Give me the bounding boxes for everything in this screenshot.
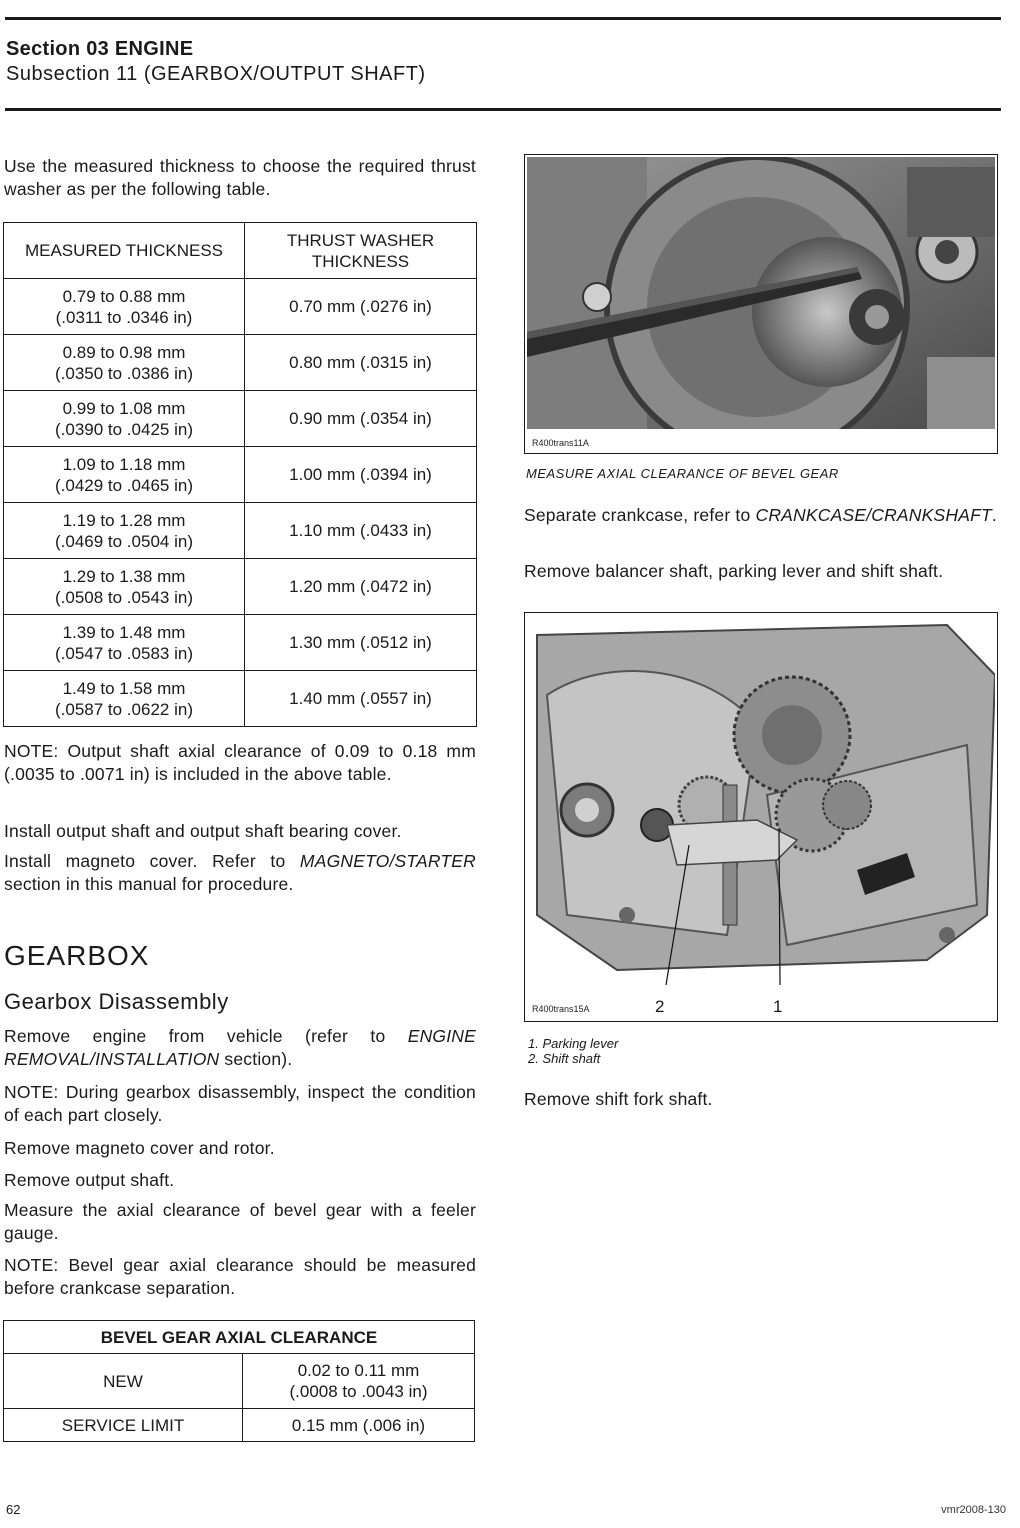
measured-mm: 0.89 to 0.98 mm: [62, 342, 186, 362]
magneto-starter-link[interactable]: MAGNETO/STARTER: [299, 851, 476, 871]
washer-thickness-cell: 1.30 mm (.0512 in): [245, 615, 477, 671]
section-title: Section 03 ENGINE: [6, 38, 194, 60]
table-row: [4, 335, 477, 391]
install-output-shaft: Install output shaft and output shaft bearing cover.: [4, 821, 402, 841]
install-magneto-cover: [4, 850, 476, 896]
header-rule: [5, 108, 1001, 111]
measured-thickness-cell: [4, 335, 245, 391]
table-row: [4, 559, 477, 615]
measured-thickness-cell: [4, 279, 245, 335]
measured-thickness-cell: [4, 503, 245, 559]
photo-bevel-gear-measurement: [527, 157, 995, 429]
remove-engine-text: Remove engine from vehicle (refer to: [4, 1026, 408, 1046]
measured-in: (.0469 to .0504 in): [55, 531, 193, 551]
bevel-value-service-limit: 0.15 mm (.006 in): [243, 1409, 475, 1442]
measured-thickness-cell: [4, 615, 245, 671]
table-header-row: [4, 223, 477, 279]
separate-crankcase: [524, 504, 1000, 527]
measured-mm: 1.19 to 1.28 mm: [62, 510, 186, 530]
subsection-title: Subsection 11 (GEARBOX/OUTPUT SHAFT): [6, 63, 426, 85]
photo-gearbox-frame: [524, 612, 998, 1022]
legend-shift-shaft: 2. Shift shaft: [528, 1051, 601, 1066]
document-code: vmr2008-130: [941, 1504, 1006, 1516]
heading-gearbox-disassembly: Gearbox Disassembly: [4, 989, 229, 1014]
measured-in: (.0508 to .0543 in): [55, 587, 193, 607]
bevel-row-new: [4, 1354, 475, 1409]
bevel-gear-clearance-table: [3, 1320, 475, 1442]
photo2-reference-code: R400trans15A: [532, 1004, 590, 1014]
note-output-shaft: NOTE: Output shaft axial clearance of 0.09 to 0.18 mm (.0035 to .0071 in) is included in the above table.: [4, 741, 476, 784]
table-row: [4, 615, 477, 671]
bevel-table-title-row: [4, 1321, 475, 1354]
measured-mm: 1.09 to 1.18 mm: [62, 454, 186, 474]
measured-in: (.0429 to .0465 in): [55, 475, 193, 495]
measured-mm: 0.99 to 1.08 mm: [62, 398, 186, 418]
bevel-value-new-in: (.0008 to .0043 in): [289, 1382, 428, 1401]
bevel-row-service-limit: [4, 1409, 475, 1442]
remove-engine-text-end: section).: [219, 1049, 293, 1069]
bevel-label-service-limit: SERVICE LIMIT: [4, 1409, 243, 1442]
remove-engine-paragraph: [4, 1025, 476, 1071]
photo2-legend: [528, 1036, 618, 1066]
measured-mm: 1.39 to 1.48 mm: [62, 622, 186, 642]
bevel-value-new-mm: 0.02 to 0.11 mm: [297, 1361, 420, 1380]
measure-axial-clearance: Measure the axial clearance of bevel gear with a feeler gauge.: [4, 1200, 476, 1243]
measured-thickness-cell: [4, 391, 245, 447]
separate-crankcase-end: .: [991, 505, 997, 525]
measured-in: (.0390 to .0425 in): [55, 419, 193, 439]
washer-thickness-cell: 1.00 mm (.0394 in): [245, 447, 477, 503]
install-magneto-text: Install magneto cover. Refer to: [4, 851, 300, 871]
measured-thickness-cell: [4, 447, 245, 503]
bevel-table-title: BEVEL GEAR AXIAL CLEARANCE: [4, 1321, 475, 1354]
measured-mm: 1.29 to 1.38 mm: [62, 566, 186, 586]
install-magneto-text-end: section in this manual for procedure.: [4, 874, 294, 894]
callout-1: 1: [773, 997, 783, 1016]
washer-thickness-cell: 1.10 mm (.0433 in): [245, 503, 477, 559]
callout-2: 2: [655, 997, 665, 1016]
measured-thickness-cell: [4, 559, 245, 615]
engine-removal-link[interactable]: ENGINE REMOVAL/INSTALLATION: [4, 1026, 476, 1069]
bevel-label-new: NEW: [4, 1354, 243, 1409]
photo1-caption: MEASURE AXIAL CLEARANCE OF BEVEL GEAR: [526, 466, 839, 481]
washer-thickness-cell: 0.90 mm (.0354 in): [245, 391, 477, 447]
table-row: [4, 279, 477, 335]
thrust-washer-table: [3, 222, 477, 727]
separate-crankcase-text: Separate crankcase, refer to: [524, 505, 756, 525]
photo1-reference-code: R400trans11A: [532, 438, 589, 448]
measured-in: (.0587 to .0622 in): [55, 699, 193, 719]
measured-in: (.0311 to .0346 in): [55, 307, 193, 327]
table-row: [4, 391, 477, 447]
washer-thickness-cell: 1.40 mm (.0557 in): [245, 671, 477, 727]
header-measured-thickness: MEASURED THICKNESS: [4, 223, 245, 279]
photo-gearbox-crankcase: [527, 615, 995, 985]
top-rule: [5, 17, 1001, 20]
note-inspect-parts: NOTE: During gearbox disassembly, inspect the condition of each part closely.: [4, 1082, 476, 1125]
measured-mm: 0.79 to 0.88 mm: [62, 286, 186, 306]
bevel-value-new: [243, 1354, 475, 1409]
washer-thickness-cell: 1.20 mm (.0472 in): [245, 559, 477, 615]
intro-paragraph: Use the measured thickness to choose the required thrust washer as per the following table.: [4, 156, 476, 199]
header-thrust-washer-thickness: THRUST WASHER THICKNESS: [245, 223, 477, 279]
remove-output-shaft: Remove output shaft.: [4, 1170, 175, 1190]
remove-magneto: Remove magneto cover and rotor.: [4, 1138, 275, 1158]
measured-in: (.0547 to .0583 in): [55, 643, 193, 663]
measured-thickness-cell: [4, 671, 245, 727]
table-row: [4, 503, 477, 559]
remove-balancer-shaft: Remove balancer shaft, parking lever and shift shaft.: [524, 561, 944, 581]
photo-bevel-gear-frame: [524, 154, 998, 454]
washer-thickness-cell: 0.80 mm (.0315 in): [245, 335, 477, 391]
measured-in: (.0350 to .0386 in): [55, 363, 193, 383]
legend-parking-lever: 1. Parking lever: [528, 1036, 619, 1051]
table-row: [4, 447, 477, 503]
table-row: [4, 671, 477, 727]
washer-thickness-cell: 0.70 mm (.0276 in): [245, 279, 477, 335]
page-number: 62: [6, 1502, 21, 1517]
heading-gearbox: GEARBOX: [4, 940, 150, 971]
measured-mm: 1.49 to 1.58 mm: [62, 678, 186, 698]
remove-shift-fork-shaft: Remove shift fork shaft.: [524, 1089, 713, 1109]
note-bevel-gear: NOTE: Bevel gear axial clearance should be measured before crankcase separation.: [4, 1255, 476, 1298]
crankcase-crankshaft-link[interactable]: CRANKCASE/CRANKSHAFT: [755, 505, 992, 525]
